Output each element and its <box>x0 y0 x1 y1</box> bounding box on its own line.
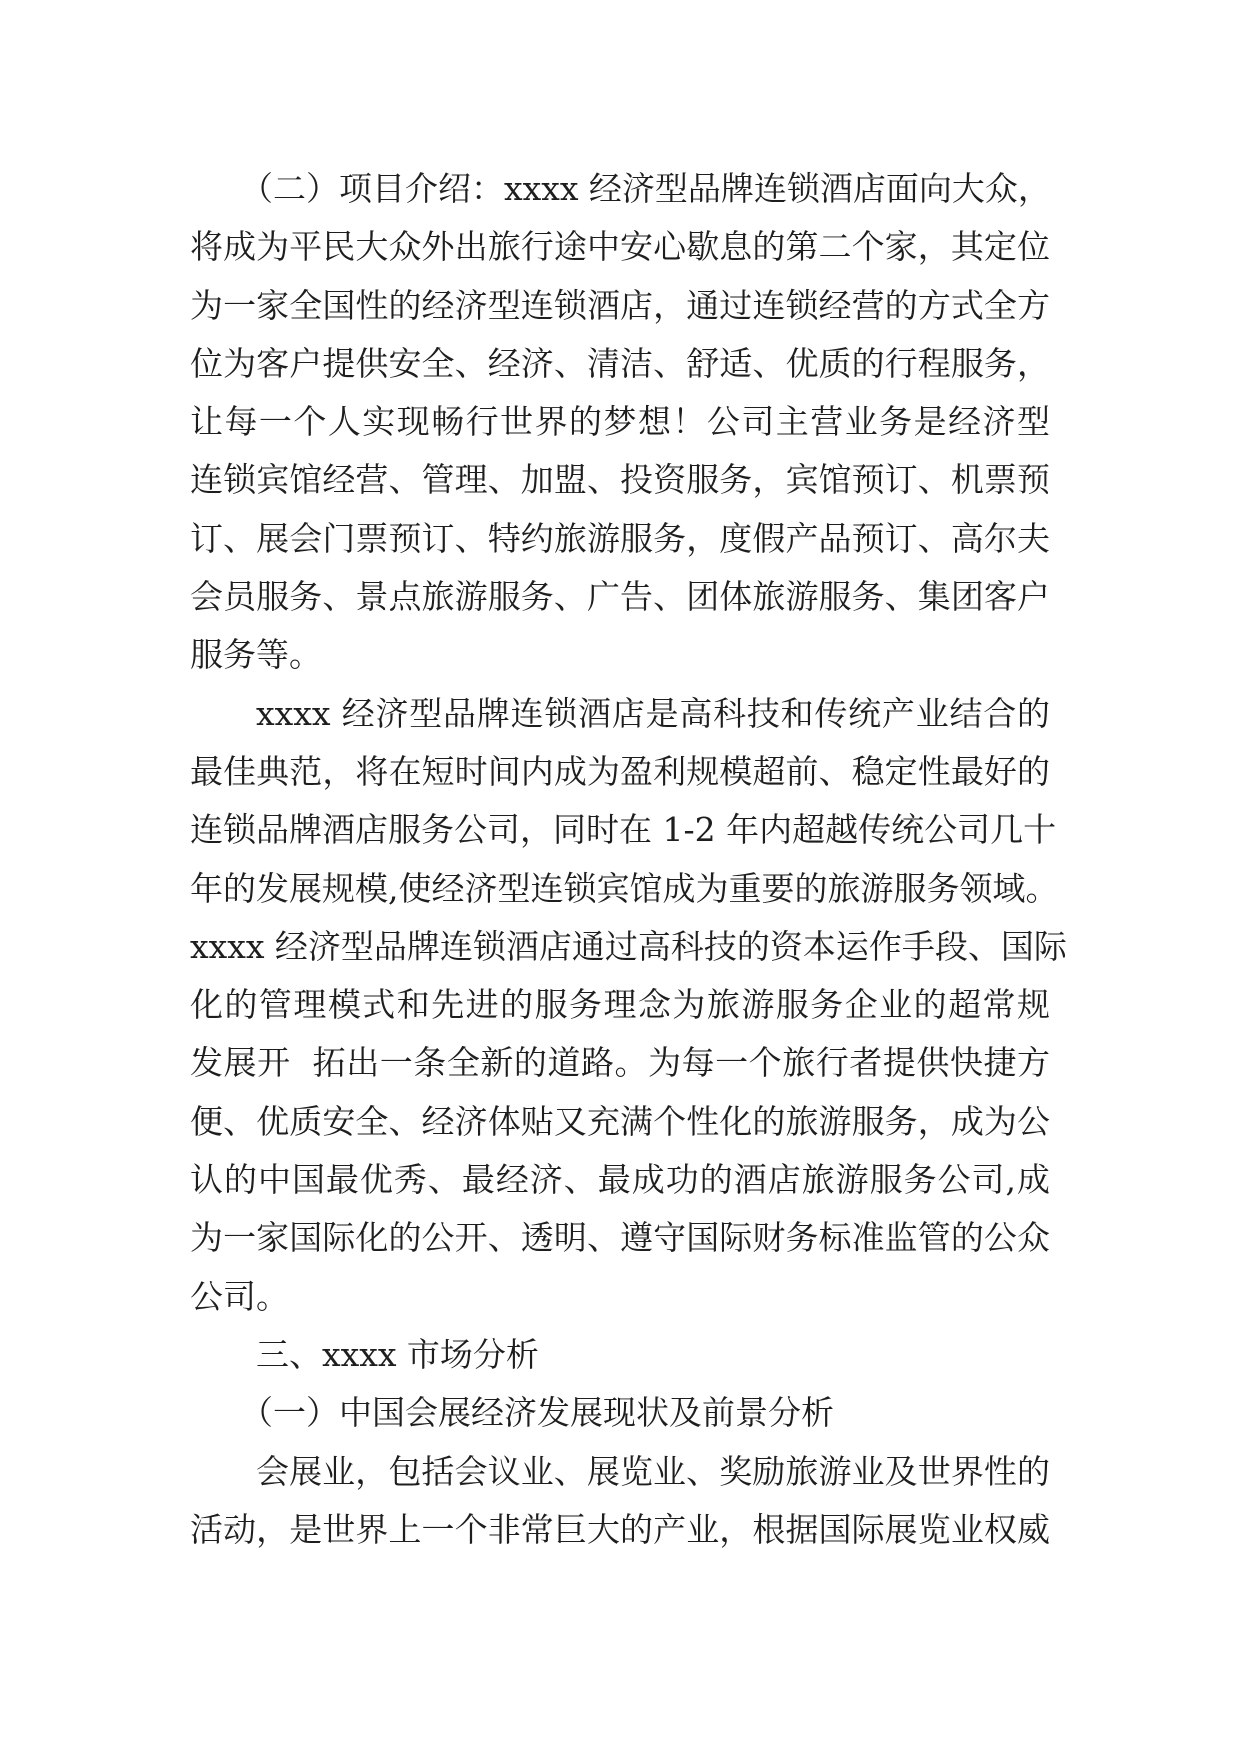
text-line: 为一家国际化的公开、透明、遵守国际财务标准监管的公众 <box>190 1218 1050 1258</box>
paragraph-brand-model <box>190 685 1067 1326</box>
text-line: 认的中国最优秀、最经济、最成功的酒店旅游服务公司,成 <box>190 1160 1050 1200</box>
text-line: 年的发展规模,使经济型连锁宾馆成为重要的旅游服务领域。 <box>190 868 1059 908</box>
document-body <box>190 160 1067 1559</box>
text-line: xxxx 经济型品牌连锁酒店是高科技和传统产业结合的 <box>256 693 1050 733</box>
text-line: 让每一个人实现畅行世界的梦想！公司主营业务是经济型 <box>190 402 1050 442</box>
paragraph-exhibition-industry <box>190 1443 1050 1560</box>
text-line: 便、优质安全、经济体贴又充满个性化的旅游服务，成为公 <box>190 1101 1050 1141</box>
text-line: （二）项目介绍：xxxx 经济型品牌连锁酒店面向大众， <box>240 169 1051 208</box>
text-line: 将成为平民大众外出旅行途中安心歇息的第二个家，其定位 <box>190 227 1050 267</box>
text-line: 服务等。 <box>190 635 322 675</box>
text-line: 最佳典范，将在短时间内成为盈利规模超前、稳定性最好的 <box>190 751 1050 791</box>
text-line: 订、展会门票预订、特约旅游服务，度假产品预订、高尔夫 <box>190 518 1050 558</box>
paragraph-project-intro <box>190 160 1050 685</box>
text-line: 会展业，包括会议业、展览业、奖励旅游业及世界性的 <box>256 1451 1050 1491</box>
section-heading: 三、xxxx 市场分析 <box>256 1334 539 1374</box>
text-line: 连锁宾馆经营、管理、加盟、投资服务，宾馆预订、机票预 <box>190 460 1050 500</box>
text-line: 活动，是世界上一个非常巨大的产业，根据国际展览业权威 <box>190 1509 1050 1549</box>
text-line: xxxx 经济型品牌连锁酒店通过高科技的资本运作手段、国际 <box>190 926 1067 966</box>
text-line: 化的管理模式和先进的服务理念为旅游服务企业的超常规 <box>190 985 1050 1025</box>
text-line: 为一家全国性的经济型连锁酒店，通过连锁经营的方式全方 <box>190 285 1050 325</box>
text-line: 连锁品牌酒店服务公司，同时在 1-2 年内超越传统公司几十 <box>190 810 1057 850</box>
text-line: 发展开 拓出一条全新的道路。为每一个旅行者提供快捷方 <box>190 1043 1050 1083</box>
subsection-heading-exhibition-economy <box>190 1384 1050 1442</box>
section-heading-market-analysis <box>190 1326 1050 1384</box>
text-line: 位为客户提供安全、经济、清洁、舒适、优质的行程服务， <box>190 343 1050 383</box>
text-line: 公司。 <box>190 1276 289 1316</box>
subsection-heading: （一）中国会展经济发展现状及前景分析 <box>240 1393 834 1433</box>
text-line: 会员服务、景点旅游服务、广告、团体旅游服务、集团客户 <box>190 577 1050 617</box>
